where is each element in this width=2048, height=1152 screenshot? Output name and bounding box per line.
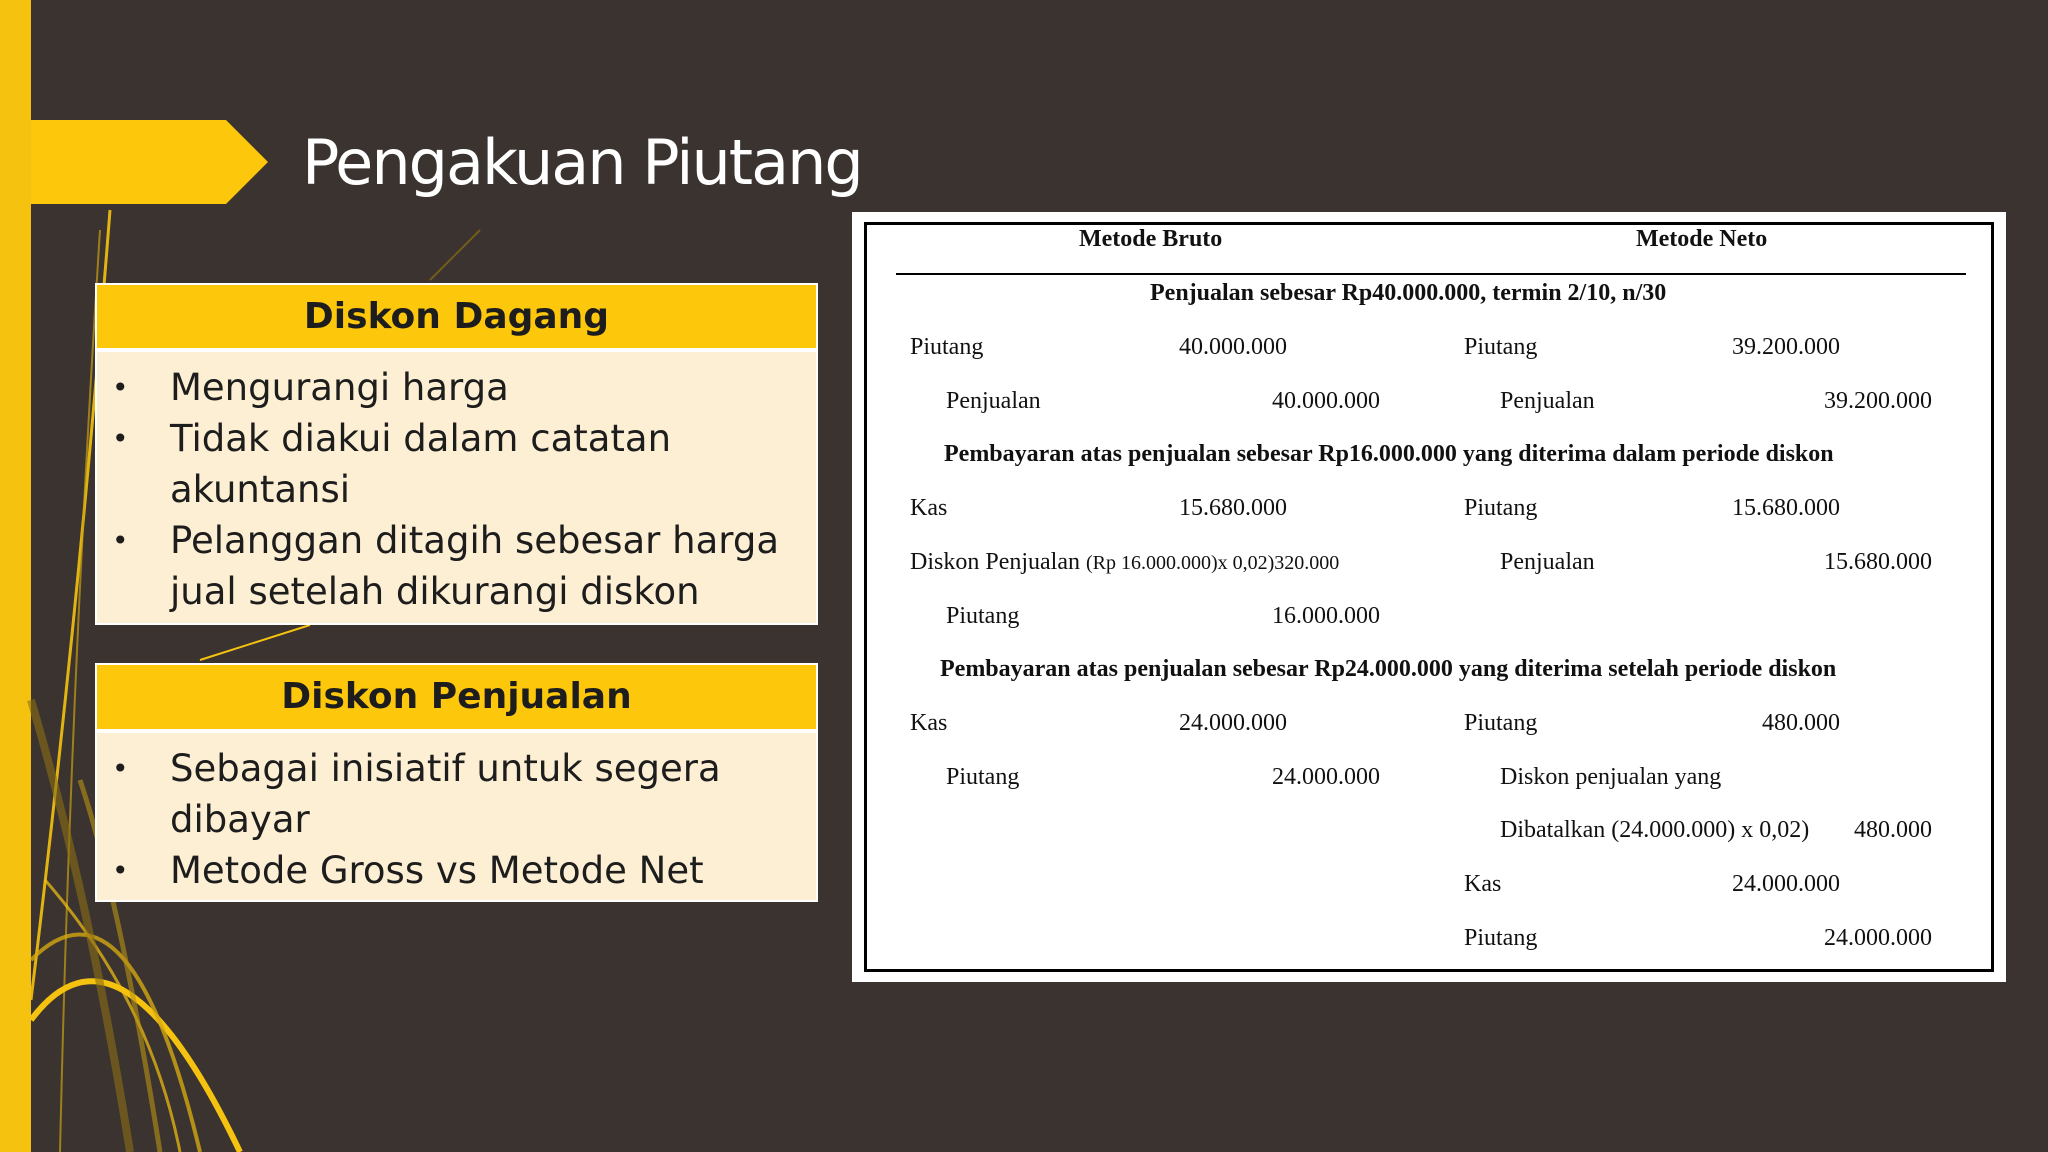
bruto-account: Kas — [910, 495, 948, 521]
title-arrow-shape — [31, 120, 268, 204]
neto-credit: 480.000 — [1854, 817, 1932, 843]
bruto-account: Piutang — [910, 334, 984, 360]
bullet-list — [97, 352, 816, 617]
journal-entry-table — [852, 212, 2006, 982]
neto-credit: 15.680.000 — [1824, 549, 1932, 575]
bullet-list — [97, 733, 816, 896]
list-item — [97, 743, 816, 845]
panel-heading: Diskon Dagang — [97, 285, 816, 352]
list-item-text: Sebagai inisiatif untuk segera dibayar — [170, 747, 721, 841]
column-header-neto: Metode Neto — [1636, 226, 1768, 252]
bruto-debit: 24.000.000 — [1179, 710, 1287, 736]
neto-account: Piutang — [1464, 334, 1538, 360]
neto-credit: 39.200.000 — [1824, 388, 1932, 414]
page-title: Pengakuan Piutang — [302, 126, 862, 199]
list-item-text: Tidak diakui dalam catatan akuntansi — [170, 417, 672, 511]
panel-diskon-penjualan — [95, 663, 818, 902]
bruto-calc-note: (Rp 16.000.000)x 0,02)320.000 — [1085, 552, 1340, 574]
neto-credit: 24.000.000 — [1824, 925, 1932, 951]
bruto-debit: 40.000.000 — [1179, 334, 1287, 360]
bruto-account-name: Diskon Penjualan — [910, 549, 1080, 575]
list-item — [97, 515, 816, 617]
section-heading-payment-after-period: Pembayaran atas penjualan sebesar Rp24.000.000 yang diterima setelah periode diskon — [940, 656, 1837, 682]
list-item — [97, 413, 816, 515]
bruto-account: Piutang — [946, 603, 1020, 629]
neto-account: Dibatalkan (24.000.000) x 0,02) — [1500, 817, 1810, 843]
neto-debit: 24.000.000 — [1732, 871, 1840, 897]
bullet-icon: • — [112, 524, 129, 557]
list-item — [97, 362, 816, 413]
list-item-text: Mengurangi harga — [170, 366, 509, 409]
neto-debit: 480.000 — [1762, 710, 1840, 736]
neto-account: Penjualan — [1500, 388, 1595, 414]
neto-debit: 15.680.000 — [1732, 495, 1840, 521]
bullet-icon: • — [112, 854, 129, 887]
panel-diskon-dagang — [95, 283, 818, 625]
list-item-text: Pelanggan ditagih sebesar harga jual setelah dikurangi diskon — [170, 519, 780, 613]
list-item-text: Metode Gross vs Metode Net — [170, 849, 704, 892]
neto-account: Piutang — [1464, 710, 1538, 736]
bruto-account: Penjualan — [946, 388, 1041, 414]
section-heading-payment-in-period: Pembayaran atas penjualan sebesar Rp16.000.000 yang diterima dalam periode diskon — [944, 441, 1834, 467]
bruto-credit: 16.000.000 — [1272, 603, 1380, 629]
neto-debit: 39.200.000 — [1732, 334, 1840, 360]
panel-heading: Diskon Penjualan — [97, 665, 816, 733]
section-heading-sale: Penjualan sebesar Rp40.000.000, termin 2/10, n/30 — [1150, 280, 1667, 306]
neto-account: Penjualan — [1500, 549, 1595, 575]
bruto-credit: 40.000.000 — [1272, 388, 1380, 414]
bruto-account: Piutang — [946, 764, 1020, 790]
neto-account: Diskon penjualan yang — [1500, 764, 1722, 790]
bruto-account — [910, 547, 1339, 578]
bruto-account: Kas — [910, 710, 948, 736]
bruto-debit: 15.680.000 — [1179, 495, 1287, 521]
list-item — [97, 845, 816, 896]
bruto-credit: 24.000.000 — [1272, 764, 1380, 790]
neto-account: Piutang — [1464, 925, 1538, 951]
neto-account: Piutang — [1464, 495, 1538, 521]
neto-account: Kas — [1464, 871, 1502, 897]
bullet-icon: • — [112, 422, 129, 455]
column-header-bruto: Metode Bruto — [1079, 226, 1223, 252]
bullet-icon: • — [112, 371, 129, 404]
header-divider — [896, 273, 1966, 275]
bullet-icon: • — [112, 752, 129, 785]
